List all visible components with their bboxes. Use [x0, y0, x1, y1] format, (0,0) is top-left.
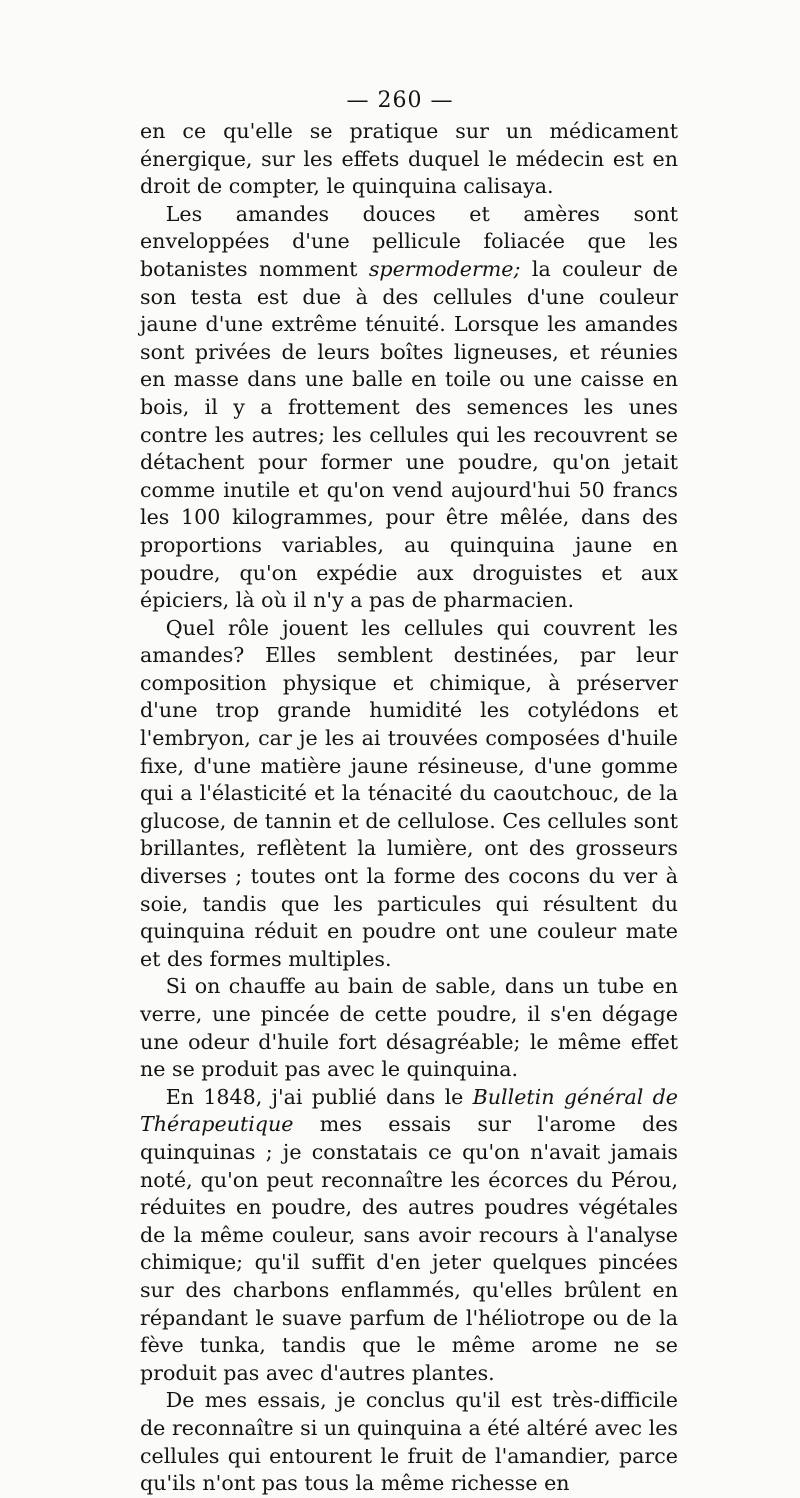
text-run: Si on chauffe au bain de sable, dans un tube en verre, une pincée de cette poudre, il s'en dégage une odeur d'huile fort désagréable; le même effet ne se produit pas avec le quinquina. [140, 974, 678, 1082]
text-run: En 1848, j'ai publié dans le [165, 1084, 473, 1109]
page-number: — 260 — [346, 88, 454, 113]
paragraph [140, 615, 678, 974]
italic-text: spermoderme; [368, 256, 521, 281]
text-run: Les amandes douces et amères sont enveloppées d'une pellicule foliacée que les botanistes nomment [140, 201, 678, 281]
paragraph [140, 973, 678, 1083]
text-run: Quel rôle jouent les cellules qui couvrent les amandes? Elles semblent destinées, par leur composition physique et chimique, à préserver d'une trop grande humidité les cotylédons et l'embryon, car je les ai trouvées composées d'huile fixe, d'une matière jaune résineuse, d'une gomme qui a l'élasticité et la ténacité du caoutchouc, de la glucose, de tannin et de cellulose. Ces cellules sont brillantes, reflètent la lumière, ont des grosseurs diverses ; toutes ont la forme des cocons du ver à soie, tandis que les particules qui résultent du quinquina réduit en poudre ont une couleur mate et des formes multiples. [140, 615, 678, 971]
text-run: la couleur de son testa est due à des cellules d'une couleur jaune d'une extrême ténuité. Lorsque les amandes sont privées de leurs boîtes ligneuses, et réunies en masse dans une balle en toile ou une caisse en bois, il y a frottement des semences les unes contre les autres; les cellules qui les recouvrent se détachent pour former une poudre, qu'on jetait comme inutile et qu'on vend aujourd'hui 50 francs les 100 kilogrammes, pour être mêlée, dans des proportions variables, au quinquina jaune en poudre, qu'on expédie aux droguistes et aux épiciers, là où il n'y a pas de pharmacien. [140, 256, 678, 613]
paragraph [140, 1387, 678, 1497]
paragraph [140, 118, 678, 201]
paragraph [140, 1084, 678, 1388]
text-run: De mes essais, je conclus qu'il est très-difficile de reconnaître si un quinquina a été altéré avec les cellules qui entourent le fruit de l'amandier, parce qu'ils n'ont pas tous la même richesse en [140, 1388, 678, 1496]
text-run: mes essais sur l'arome des quinquinas ; je constatais ce qu'on n'avait jamais noté, qu'on peut reconnaître les écorces du Pérou, réduites en poudre, des autres poudres végétales de la même couleur, sans avoir recours à l'analyse chimique; qu'il suffit d'en jeter quelques pincées sur des charbons enflammés, qu'elles brûlent en répandant le suave parfum de l'héliotrope ou de la fève tunka, tandis que le même arome ne se produit pas avec d'autres plantes. [140, 1112, 678, 1385]
italic-text: Bulletin général de Thérapeutique [140, 1084, 678, 1137]
paragraph [140, 201, 678, 615]
text-run: en ce qu'elle se pratique sur un médicament énergique, sur les effets duquel le médecin est en droit de compter, le quinquina calisaya. [140, 119, 678, 199]
body-text [140, 118, 678, 1498]
